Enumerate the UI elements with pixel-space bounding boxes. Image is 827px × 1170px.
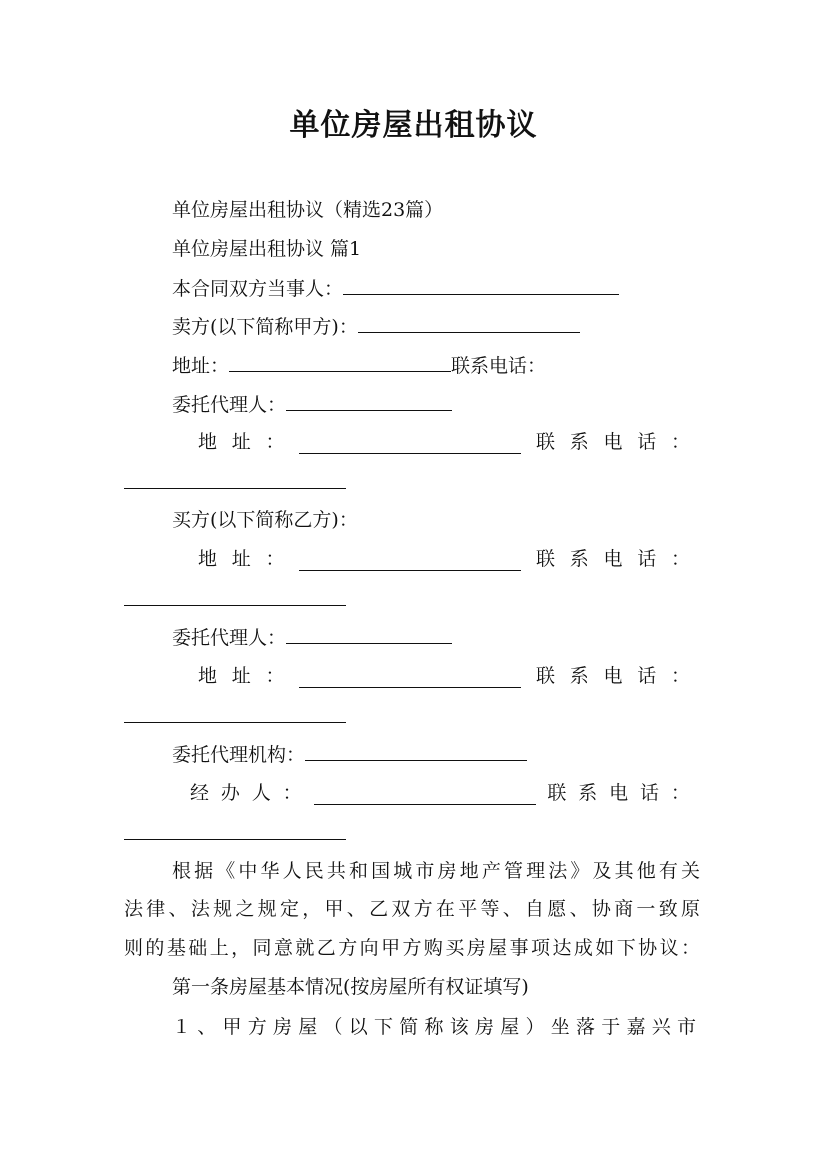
addr-char: 址: [231, 548, 251, 570]
handler-char: 人: [251, 782, 271, 804]
addr-char: ：: [265, 548, 285, 570]
para1-line2: 法律、法规之规定，甲、乙双方在平等、自愿、协商一致原: [124, 898, 700, 920]
phone-char: 电: [603, 665, 623, 687]
addr-char: 地: [198, 665, 218, 687]
addr-char: ：: [265, 431, 285, 453]
phone-char: 联: [535, 431, 555, 453]
phone-char: ：: [670, 782, 690, 804]
agent-address-blank[interactable]: [299, 435, 521, 454]
agent-blank[interactable]: [286, 392, 452, 411]
document-title: 单位房屋出租协议: [289, 108, 538, 143]
buyer-address-row: [198, 547, 690, 571]
agent-label: 委托代理人：: [172, 627, 287, 649]
agent-label: 委托代理人：: [172, 394, 287, 416]
addr-char: 址: [231, 431, 251, 453]
phone-char: 电: [603, 548, 623, 570]
handler-char: 办: [220, 782, 240, 804]
seller-label: 卖方(以下简称甲方)：: [172, 316, 358, 338]
section-heading: 单位房屋出租协议 篇1: [172, 238, 362, 260]
phone-char: 系: [569, 665, 589, 687]
phone-char: ：: [670, 548, 690, 570]
address-blank[interactable]: [229, 353, 451, 372]
agent-blank[interactable]: [286, 625, 452, 644]
phone-char: 电: [603, 431, 623, 453]
phone-blank-line-3: [124, 704, 346, 729]
agent-line-1: [172, 392, 452, 417]
handler-char: 经: [190, 782, 210, 804]
phone-char: 系: [569, 431, 589, 453]
phone-char: 系: [569, 548, 589, 570]
seller-address-line: [172, 353, 546, 378]
phone-char: ：: [670, 665, 690, 687]
handler-blank[interactable]: [314, 786, 536, 805]
para1-line1: 根据《中华人民共和国城市房地产管理法》及其他有关: [172, 860, 700, 882]
handler-row: [190, 781, 690, 805]
agent-address-row-1: [198, 430, 690, 454]
agent-line-2: [172, 625, 452, 650]
agency-blank[interactable]: [305, 742, 527, 761]
phone-blank[interactable]: [124, 470, 346, 489]
phone-char: 联: [535, 548, 555, 570]
phone-char: 电: [609, 782, 629, 804]
addr-char: 地: [198, 431, 218, 453]
phone-blank-line-1: [124, 470, 346, 495]
agent-address-blank[interactable]: [299, 669, 521, 688]
para1-line3: 则的基础上，同意就乙方向甲方购买房屋事项达成如下协议：: [124, 937, 700, 959]
phone-char: 话: [637, 431, 657, 453]
subtitle: 单位房屋出租协议（精选23篇）: [172, 199, 444, 221]
phone-blank[interactable]: [124, 587, 346, 606]
phone-blank[interactable]: [124, 704, 346, 723]
phone-char: 联: [547, 782, 567, 804]
parties-label: 本合同双方当事人：: [172, 278, 344, 300]
parties-line: [172, 276, 619, 301]
agent-address-row-2: [198, 664, 690, 688]
phone-char: ：: [670, 431, 690, 453]
buyer-line: 买方(以下简称乙方)：: [172, 509, 358, 531]
phone-char: 系: [578, 782, 598, 804]
phone-char: 话: [637, 665, 657, 687]
seller-line: [172, 314, 580, 339]
agency-line: [172, 742, 527, 767]
handler-char: ：: [282, 782, 302, 804]
seller-blank[interactable]: [358, 314, 580, 333]
buyer-address-blank[interactable]: [299, 552, 521, 571]
phone-label: 联系电话：: [451, 355, 547, 377]
addr-char: 址: [231, 665, 251, 687]
address-label: 地址：: [172, 355, 230, 377]
phone-char: 联: [535, 665, 555, 687]
phone-blank-line-4: [124, 821, 346, 846]
phone-char: 话: [637, 548, 657, 570]
parties-blank[interactable]: [343, 276, 619, 295]
addr-char: ：: [265, 665, 285, 687]
article1-heading: 第一条房屋基本情况(按房屋所有权证填写): [172, 976, 529, 998]
agency-label: 委托代理机构：: [172, 744, 306, 766]
article1-item1: １、甲方房屋（以下简称该房屋）坐落于嘉兴市: [172, 1016, 700, 1038]
phone-char: 话: [639, 782, 659, 804]
phone-blank[interactable]: [124, 821, 346, 840]
addr-char: 地: [198, 548, 218, 570]
phone-blank-line-2: [124, 587, 346, 612]
